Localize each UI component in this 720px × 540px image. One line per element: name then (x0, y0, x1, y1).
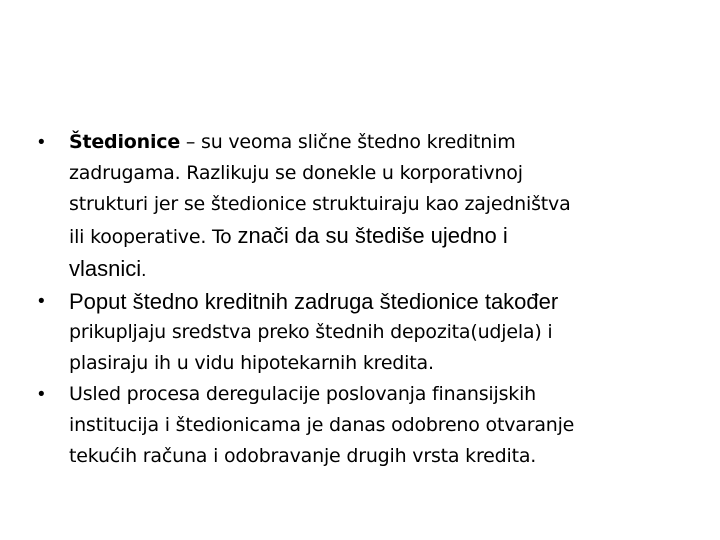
text-span: znači da su štediše ujedno i (237, 223, 508, 248)
text-line (69, 127, 688, 158)
text-line: Poput štedno kreditnih zadruga štedionice također (69, 289, 559, 314)
text-span: ili kooperative. To (69, 226, 238, 248)
text-line (69, 220, 688, 253)
text-line: prikupljaju sredstva preko štednih depozita(udjela) i (69, 321, 553, 343)
text-line: Usled procesa deregulacije poslovanja finansijskih (69, 383, 537, 405)
term-stedionice: Štedionice (69, 131, 181, 153)
bullet-marker: • (38, 132, 45, 153)
text-line: zadrugama. Razlikuju se donekle u korporativnoj (69, 162, 523, 184)
text-line: tekućih računa i odobravanje drugih vrsta kredita. (69, 445, 537, 467)
bullet-list (38, 127, 688, 472)
text-line: strukturi jer se štedionice struktuiraju kao zajedništva (69, 193, 571, 215)
text-line (69, 253, 688, 286)
bullet-item-usled (38, 379, 688, 472)
text-span: vlasnici (69, 256, 142, 281)
text-line: plasiraju ih u vidu hipotekarnih kredita. (69, 352, 434, 374)
text-span: – su veoma slične štedno kreditnim (180, 131, 516, 153)
text-line: institucija i štedionicama je danas odobreno otvaranje (69, 414, 575, 436)
bullet-marker: • (38, 291, 45, 312)
text-span: . (141, 260, 147, 281)
bullet-item-poput (38, 286, 688, 379)
bullet-marker: • (38, 384, 45, 405)
bullet-item-stedionice (38, 127, 688, 286)
